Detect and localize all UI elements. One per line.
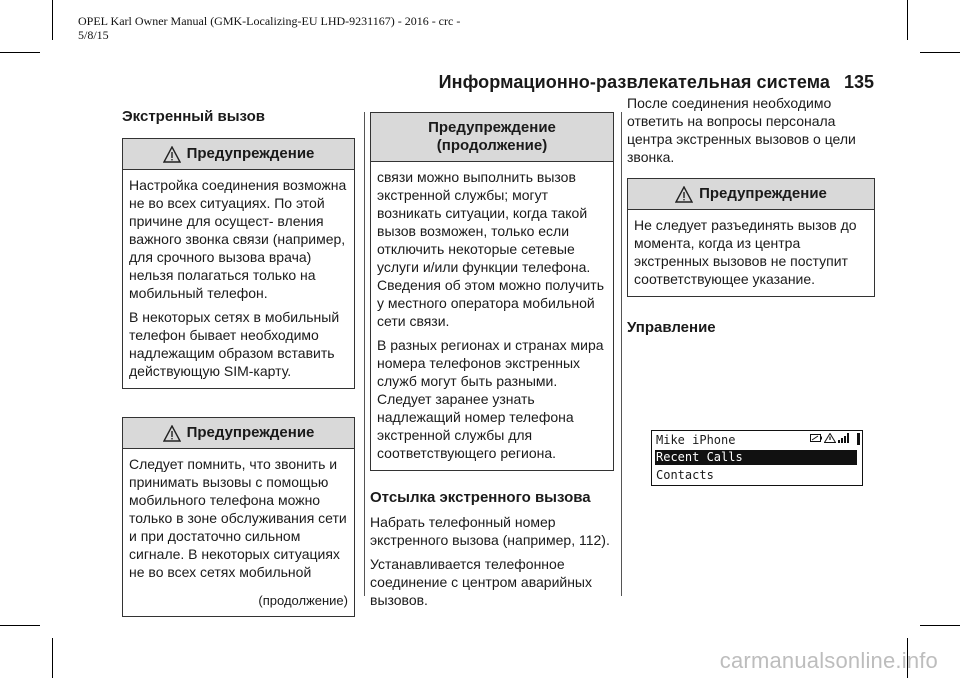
warning-box-body xyxy=(371,162,613,470)
column-divider xyxy=(621,112,622,596)
column-2 xyxy=(370,112,614,609)
section-title-control: Управление xyxy=(627,319,716,336)
crop-mark xyxy=(920,625,960,626)
phone-display-illustration xyxy=(651,430,863,486)
warning-paragraph: В разных регионах и странах мира номера телефонов экстренных служб могут быть разными. Следует заранее узнать надлежащий номер телефона экстренной службы для соответствующего региона. xyxy=(377,337,604,461)
menu-item-contacts: Contacts xyxy=(656,468,714,482)
display-title: Mike iPhone xyxy=(656,433,736,447)
meta-line-2: 5/8/15 xyxy=(78,28,109,42)
scrollbar xyxy=(857,433,860,445)
battery-icon xyxy=(810,434,822,442)
warning-box-header xyxy=(123,139,354,170)
menu-item-recent-calls: Recent Calls xyxy=(655,450,857,465)
warning-box-body xyxy=(628,210,874,296)
warning-box-1 xyxy=(122,138,355,389)
warning-paragraph: связи можно выполнить вызов экстренной службы; могут возникать ситуации, когда такой вызов возможен, только если отключить некоторые сетевые услуги и/или функции телефона. Сведения об этом можно получить у местного оператора мобильной сети связи. xyxy=(377,169,605,329)
watermark: carmanualsonline.info xyxy=(719,648,938,673)
crop-mark xyxy=(0,52,40,53)
meta-line-1: OPEL Karl Owner Manual (GMK-Localizing-EU LHD-9231167) - 2016 - crc - xyxy=(78,14,461,28)
document-meta xyxy=(78,14,460,42)
warning-box-body xyxy=(123,449,354,616)
warning-box-2 xyxy=(122,417,355,617)
warning-title: Предупреждение xyxy=(186,424,315,441)
warning-triangle-icon xyxy=(163,146,181,163)
column-divider xyxy=(364,112,365,596)
paragraph: Устанавливается телефонное соединение с центром аварийных вызовов. xyxy=(370,556,592,608)
column-3 xyxy=(627,94,875,337)
warning-box-header xyxy=(371,113,613,162)
status-icons xyxy=(810,433,850,443)
warning-paragraph: Следует помнить, что звонить и принимать вызовы с помощью мобильного телефона можно только в зоне обслуживания сети и при достаточно сильном сигнале. В некоторых ситуациях не во всех сетях мобильной xyxy=(129,456,347,580)
paragraph: После соединения необходимо ответить на вопросы персонала центра экстренных вызовов о цели звонка. xyxy=(627,95,856,165)
column-1 xyxy=(122,108,355,617)
page-number: 135 xyxy=(843,72,874,92)
warning-title: Предупреждение xyxy=(186,145,315,162)
warning-paragraph: Настройка соединения возможна не во всех ситуациях. По этой причине для осущест- вления важного звонка связи (например, для срочного вызова врача) нельзя полагаться только на мобильный телефон. xyxy=(129,177,347,301)
warning-triangle-icon xyxy=(675,186,693,203)
continued-label: (продолжение) xyxy=(258,593,348,608)
section-title-emergency-call: Экстренный вызов xyxy=(122,108,265,125)
crop-mark xyxy=(0,625,40,626)
paragraph: Набрать телефонный номер экстренного вызова (например, 112). xyxy=(370,514,610,548)
warning-triangle-icon xyxy=(163,425,181,442)
warning-box-body xyxy=(123,170,354,388)
section-title-send-emergency-call: Отсылка экстренного вызова xyxy=(370,489,591,506)
warning-box-header xyxy=(123,418,354,449)
warning-title: Предупреждение xyxy=(699,185,827,202)
warning-title: Предупреждение (продолжение) xyxy=(428,119,556,154)
warning-icon xyxy=(824,433,836,443)
body-text xyxy=(627,94,875,166)
crop-mark xyxy=(52,0,53,40)
page-title: Информационно-развлекательная система xyxy=(438,72,830,92)
crop-mark xyxy=(920,52,960,53)
warning-paragraph: Не следует разъединять вызов до момента, когда из центра экстренных вызовов не поступит соответствующее указание. xyxy=(634,217,857,287)
body-text xyxy=(370,513,614,609)
warning-box-header xyxy=(628,179,874,210)
crop-mark xyxy=(907,0,908,40)
warning-box-3 xyxy=(627,178,875,297)
warning-box-continued xyxy=(370,112,614,471)
signal-bars-icon xyxy=(838,433,850,443)
warning-paragraph: В некоторых сетях в мобильный телефон бывает необходимо надлежащим образом вставить действующую SIM-карту. xyxy=(129,309,340,379)
crop-mark xyxy=(52,638,53,678)
